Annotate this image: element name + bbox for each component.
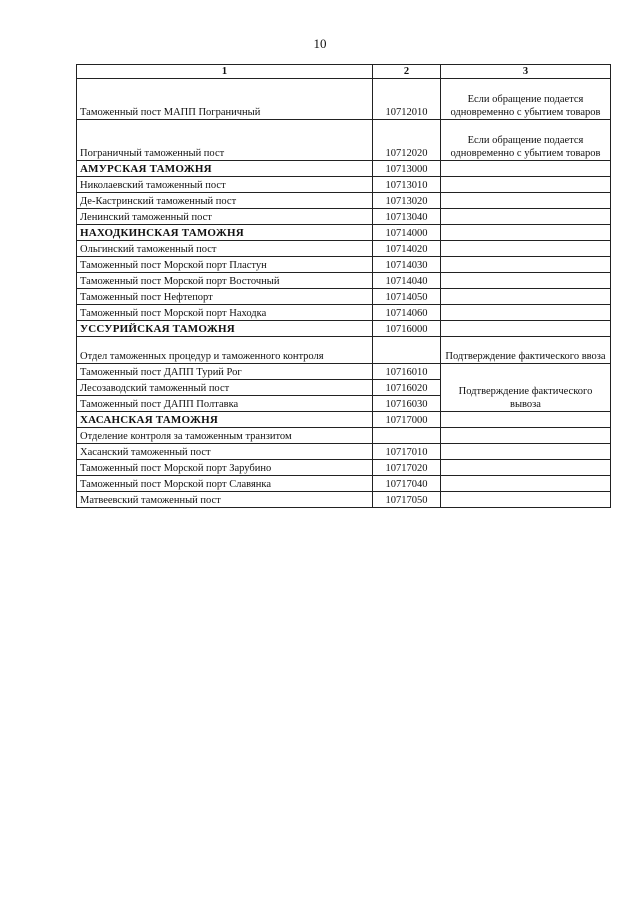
table-row [77, 476, 611, 492]
header-col-1: 1 [77, 65, 373, 79]
post-code: 10716020 [373, 380, 441, 396]
table-body [77, 79, 611, 508]
post-name: Де-Кастринский таможенный пост [77, 193, 373, 209]
post-name: Таможенный пост ДАПП Турий Рог [77, 364, 373, 380]
post-name: Хасанский таможенный пост [77, 444, 373, 460]
post-code: 10716030 [373, 396, 441, 412]
post-code: 10713040 [373, 209, 441, 225]
table-row [77, 241, 611, 257]
post-code: 10712020 [373, 120, 441, 161]
table-row [77, 120, 611, 161]
post-code: 10713010 [373, 177, 441, 193]
post-note [441, 289, 611, 305]
post-note [441, 476, 611, 492]
post-code [373, 428, 441, 444]
post-name: Таможенный пост Морской порт Зарубино [77, 460, 373, 476]
post-name: Лесозаводский таможенный пост [77, 380, 373, 396]
table-row [77, 79, 611, 120]
post-code: 10714020 [373, 241, 441, 257]
table-row-section [77, 225, 611, 241]
post-note: Если обращение подается одновременно с убытием товаров [441, 120, 611, 161]
table-header [77, 65, 611, 79]
header-col-3: 3 [441, 65, 611, 79]
post-name: Таможенный пост Морской порт Славянка [77, 476, 373, 492]
table-row [77, 257, 611, 273]
post-code: 10712010 [373, 79, 441, 120]
post-note [441, 460, 611, 476]
header-col-2: 2 [373, 65, 441, 79]
post-note-merged: Подтверждение фактического вывоза [441, 364, 611, 412]
department-name: Отдел таможенных процедур и таможенного контроля [77, 337, 373, 364]
customs-office-code: 10717000 [373, 412, 441, 428]
table-row [77, 460, 611, 476]
table-row [77, 177, 611, 193]
table-row-section [77, 321, 611, 337]
post-note [441, 257, 611, 273]
table-row [77, 273, 611, 289]
post-note [441, 444, 611, 460]
post-note: Подтверждение фактического ввоза [441, 337, 611, 364]
post-note [441, 209, 611, 225]
post-note [441, 161, 611, 177]
post-name: Таможенный пост Нефтепорт [77, 289, 373, 305]
post-note: Если обращение подается одновременно с убытием товаров [441, 79, 611, 120]
post-note [441, 321, 611, 337]
post-code [373, 337, 441, 364]
table-row [77, 444, 611, 460]
post-name: Ленинский таможенный пост [77, 209, 373, 225]
post-name: Матвеевский таможенный пост [77, 492, 373, 508]
post-note [441, 225, 611, 241]
customs-office-code: 10716000 [373, 321, 441, 337]
department-name: Отделение контроля за таможенным транзитом [77, 428, 373, 444]
post-note [441, 305, 611, 321]
post-name: Таможенный пост Морской порт Восточный [77, 273, 373, 289]
post-code: 10714060 [373, 305, 441, 321]
table-row [77, 193, 611, 209]
post-note [441, 193, 611, 209]
table-row [77, 428, 611, 444]
post-note [441, 177, 611, 193]
post-note [441, 492, 611, 508]
post-code: 10714040 [373, 273, 441, 289]
table-row [77, 364, 611, 380]
page-number: 10 [313, 36, 327, 51]
post-note [441, 428, 611, 444]
post-code: 10713020 [373, 193, 441, 209]
table-row [77, 209, 611, 225]
post-code: 10717010 [373, 444, 441, 460]
post-name: Таможенный пост ДАПП Полтавка [77, 396, 373, 412]
post-name: Николаевский таможенный пост [77, 177, 373, 193]
post-name: Пограничный таможенный пост [77, 120, 373, 161]
post-code: 10714050 [373, 289, 441, 305]
table-row [77, 492, 611, 508]
post-code: 10717040 [373, 476, 441, 492]
customs-posts-table [76, 64, 611, 508]
customs-office-name: НАХОДКИНСКАЯ ТАМОЖНЯ [77, 225, 373, 241]
post-note [441, 412, 611, 428]
table-row [77, 289, 611, 305]
table-row [77, 337, 611, 364]
post-code: 10717050 [373, 492, 441, 508]
customs-office-code: 10713000 [373, 161, 441, 177]
post-name: Ольгинский таможенный пост [77, 241, 373, 257]
post-note [441, 273, 611, 289]
post-code: 10716010 [373, 364, 441, 380]
post-note [441, 241, 611, 257]
table-row-section [77, 161, 611, 177]
header-row [77, 65, 611, 79]
customs-office-code: 10714000 [373, 225, 441, 241]
post-name: Таможенный пост Морской порт Пластун [77, 257, 373, 273]
table-row [77, 305, 611, 321]
post-code: 10717020 [373, 460, 441, 476]
customs-office-name: УССУРИЙСКАЯ ТАМОЖНЯ [77, 321, 373, 337]
customs-office-name: ХАСАНСКАЯ ТАМОЖНЯ [77, 412, 373, 428]
table-row-section [77, 412, 611, 428]
customs-office-name: АМУРСКАЯ ТАМОЖНЯ [77, 161, 373, 177]
post-name: Таможенный пост Морской порт Находка [77, 305, 373, 321]
post-code: 10714030 [373, 257, 441, 273]
post-name: Таможенный пост МАПП Пограничный [77, 79, 373, 120]
